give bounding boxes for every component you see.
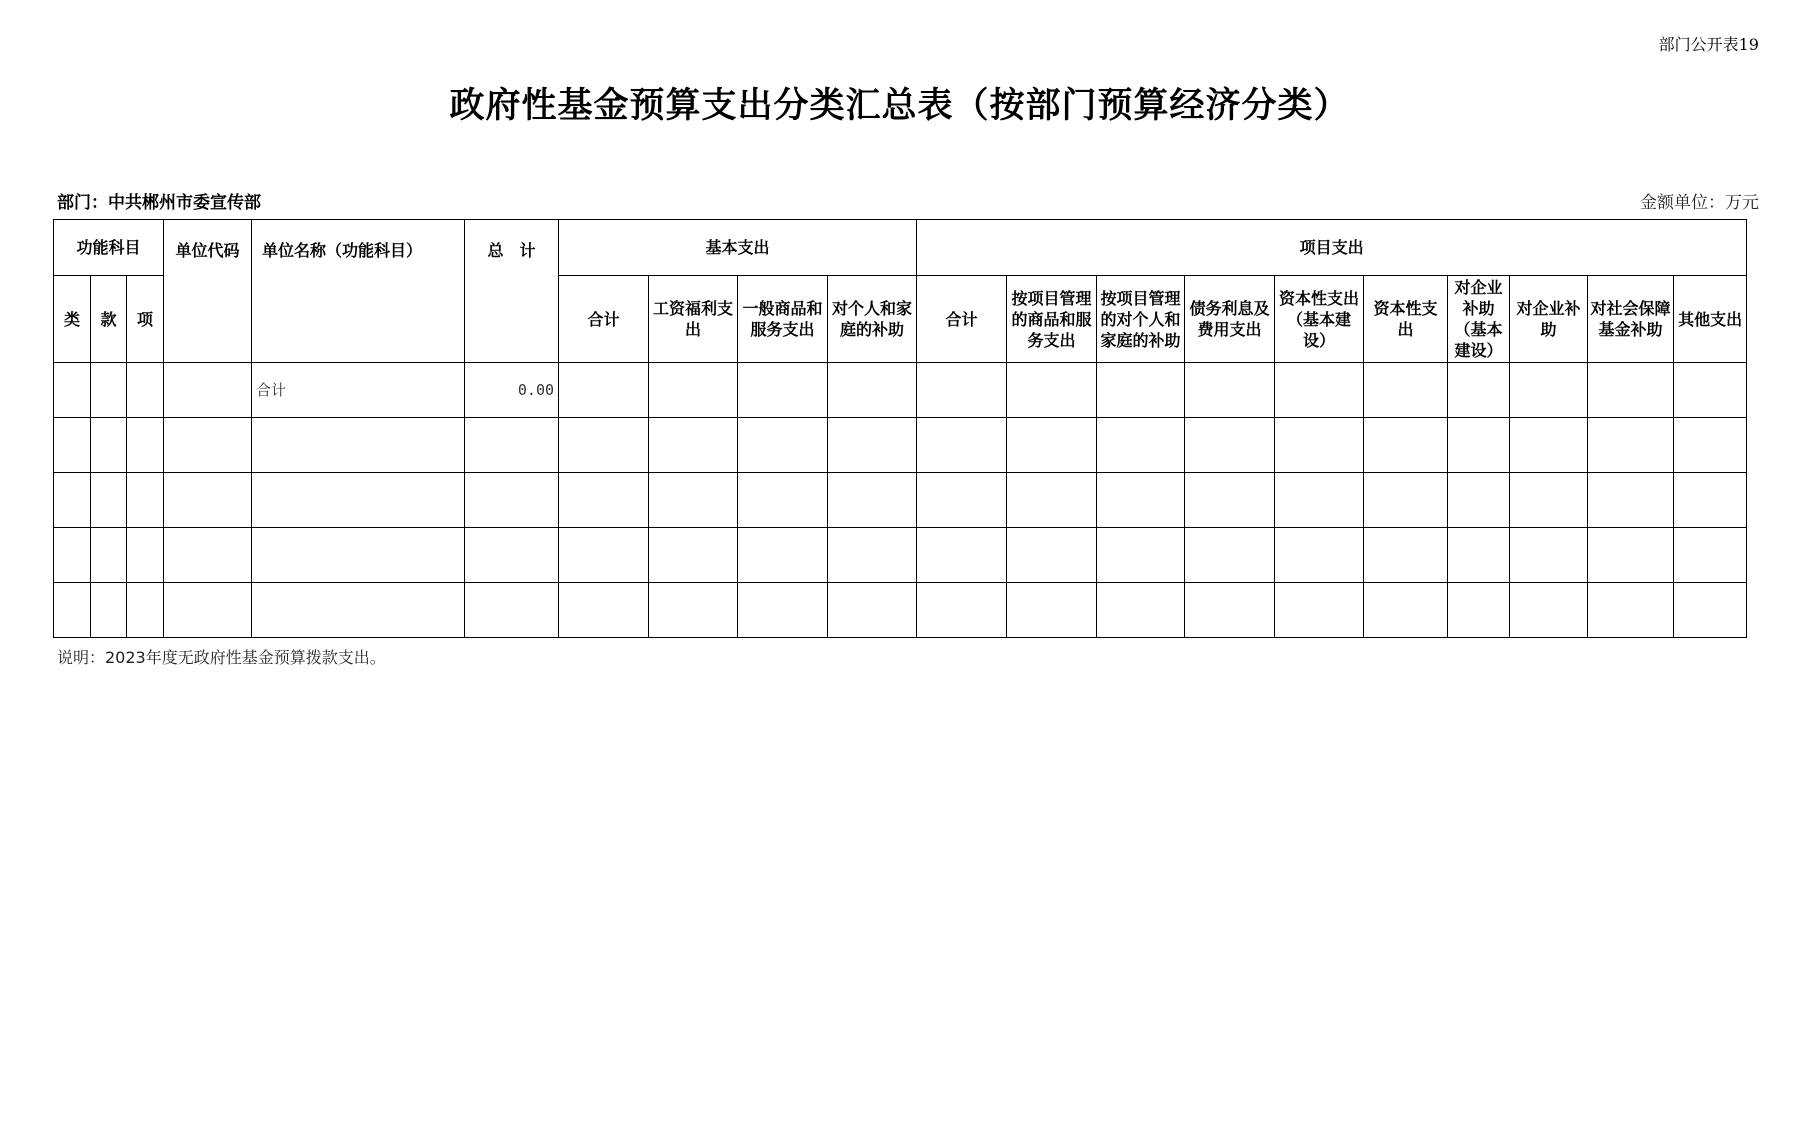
header-basic-goods-services: 一般商品和服务支出 (738, 276, 828, 363)
cell-amount (828, 363, 917, 418)
cell-amount (1275, 363, 1364, 418)
cell-amount (1510, 363, 1588, 418)
table-row (54, 363, 1747, 418)
cell-amount (559, 528, 649, 583)
header-project-household-subsidy: 按项目管理的对个人和家庭的补助 (1097, 276, 1185, 363)
cell-amount (1510, 528, 1588, 583)
table-row (54, 528, 1747, 583)
cell-unit-code (164, 473, 252, 528)
cell-amount (1275, 473, 1364, 528)
cell-lei (54, 418, 91, 473)
cell-unit-code (164, 528, 252, 583)
cell-amount (1588, 363, 1674, 418)
cell-amount (1097, 528, 1185, 583)
header-project-capital: 资本性支出 (1364, 276, 1448, 363)
cell-xiang (127, 583, 164, 638)
cell-amount (828, 528, 917, 583)
cell-amount (1364, 363, 1448, 418)
cell-amount (1097, 583, 1185, 638)
cell-amount (738, 583, 828, 638)
header-project-total: 合计 (917, 276, 1007, 363)
cell-amount (559, 418, 649, 473)
cell-amount (738, 363, 828, 418)
cell-amount (1674, 583, 1747, 638)
cell-total (465, 583, 559, 638)
cell-amount (559, 583, 649, 638)
header-project-expenditure: 项目支出 (917, 220, 1747, 276)
cell-unit-name (252, 528, 465, 583)
header-basic-wages: 工资福利支出 (649, 276, 738, 363)
header-project-other: 其他支出 (1674, 276, 1747, 363)
cell-kuan (91, 528, 127, 583)
cell-lei (54, 473, 91, 528)
table-row (54, 583, 1747, 638)
cell-amount (559, 363, 649, 418)
cell-xiang (127, 528, 164, 583)
cell-amount (738, 473, 828, 528)
header-kuan: 款 (91, 276, 127, 363)
department-label: 部门：中共郴州市委宣传部 (57, 193, 261, 213)
cell-total: 0.00 (465, 363, 559, 418)
cell-kuan (91, 473, 127, 528)
cell-amount (649, 473, 738, 528)
cell-unit-name (252, 473, 465, 528)
cell-lei (54, 528, 91, 583)
cell-kuan (91, 583, 127, 638)
cell-amount (738, 418, 828, 473)
amount-unit-label: 金额单位：万元 (1640, 193, 1759, 213)
cell-amount (1185, 583, 1275, 638)
cell-unit-code (164, 363, 252, 418)
header-unit-code: 单位代码 (164, 220, 252, 363)
cell-amount (1588, 418, 1674, 473)
cell-xiang (127, 363, 164, 418)
cell-lei (54, 583, 91, 638)
cell-amount (1674, 473, 1747, 528)
cell-amount (1097, 363, 1185, 418)
cell-unit-name (252, 583, 465, 638)
cell-amount (1448, 473, 1510, 528)
header-project-enterprise-subsidy: 对企业补助 (1510, 276, 1588, 363)
cell-amount (1007, 473, 1097, 528)
cell-amount (1097, 473, 1185, 528)
cell-amount (917, 583, 1007, 638)
cell-kuan (91, 418, 127, 473)
cell-amount (1275, 583, 1364, 638)
cell-amount (1448, 528, 1510, 583)
cell-xiang (127, 418, 164, 473)
cell-amount (1007, 418, 1097, 473)
cell-unit-name: 合计 (252, 363, 465, 418)
cell-amount (1448, 583, 1510, 638)
cell-amount (1185, 473, 1275, 528)
cell-xiang (127, 473, 164, 528)
cell-amount (1448, 363, 1510, 418)
cell-amount (1588, 583, 1674, 638)
cell-amount (1364, 528, 1448, 583)
header-total: 总 计 (465, 220, 559, 363)
expenditure-table (53, 219, 1747, 638)
cell-unit-name (252, 418, 465, 473)
cell-amount (828, 473, 917, 528)
cell-kuan (91, 363, 127, 418)
cell-amount (1674, 418, 1747, 473)
table-row (54, 473, 1747, 528)
cell-amount (1510, 473, 1588, 528)
cell-amount (1588, 528, 1674, 583)
cell-amount (559, 473, 649, 528)
header-lei: 类 (54, 276, 91, 363)
cell-amount (1185, 363, 1275, 418)
cell-unit-code (164, 418, 252, 473)
cell-amount (1007, 528, 1097, 583)
cell-amount (738, 528, 828, 583)
cell-amount (1588, 473, 1674, 528)
header-project-enterprise-construction: 对企业补助（基本建设） (1448, 276, 1510, 363)
cell-total (465, 528, 559, 583)
cell-amount (649, 418, 738, 473)
cell-total (465, 418, 559, 473)
footnote: 说明：2023年度无政府性基金预算拨款支出。 (57, 648, 386, 667)
cell-amount (1448, 418, 1510, 473)
cell-lei (54, 363, 91, 418)
header-unit-name: 单位名称（功能科目） (252, 220, 465, 363)
cell-amount (1674, 363, 1747, 418)
cell-amount (1364, 473, 1448, 528)
cell-amount (649, 363, 738, 418)
cell-amount (917, 528, 1007, 583)
cell-amount (917, 473, 1007, 528)
header-basic-total: 合计 (559, 276, 649, 363)
header-project-social-security: 对社会保障基金补助 (1588, 276, 1674, 363)
header-xiang: 项 (127, 276, 164, 363)
cell-amount (1364, 583, 1448, 638)
header-project-capital-construction: 资本性支出（基本建设） (1275, 276, 1364, 363)
cell-total (465, 473, 559, 528)
cell-amount (917, 418, 1007, 473)
cell-amount (1007, 363, 1097, 418)
cell-amount (1007, 583, 1097, 638)
header-basic-expenditure: 基本支出 (559, 220, 917, 276)
cell-amount (1097, 418, 1185, 473)
cell-amount (1185, 528, 1275, 583)
cell-amount (1674, 528, 1747, 583)
header-function-subject: 功能科目 (54, 220, 164, 276)
cell-amount (1275, 528, 1364, 583)
cell-amount (1510, 418, 1588, 473)
cell-amount (1510, 583, 1588, 638)
cell-amount (828, 418, 917, 473)
cell-amount (649, 528, 738, 583)
page-title: 政府性基金预算支出分类汇总表（按部门预算经济分类） (449, 86, 1350, 126)
header-basic-household-subsidy: 对个人和家庭的补助 (828, 276, 917, 363)
header-project-goods-services: 按项目管理的商品和服务支出 (1007, 276, 1097, 363)
cell-amount (1275, 418, 1364, 473)
cell-amount (917, 363, 1007, 418)
cell-amount (828, 583, 917, 638)
table-number: 部门公开表19 (1658, 35, 1759, 54)
header-project-debt-interest: 债务利息及费用支出 (1185, 276, 1275, 363)
table-row (54, 418, 1747, 473)
cell-amount (649, 583, 738, 638)
cell-amount (1364, 418, 1448, 473)
cell-amount (1185, 418, 1275, 473)
cell-unit-code (164, 583, 252, 638)
